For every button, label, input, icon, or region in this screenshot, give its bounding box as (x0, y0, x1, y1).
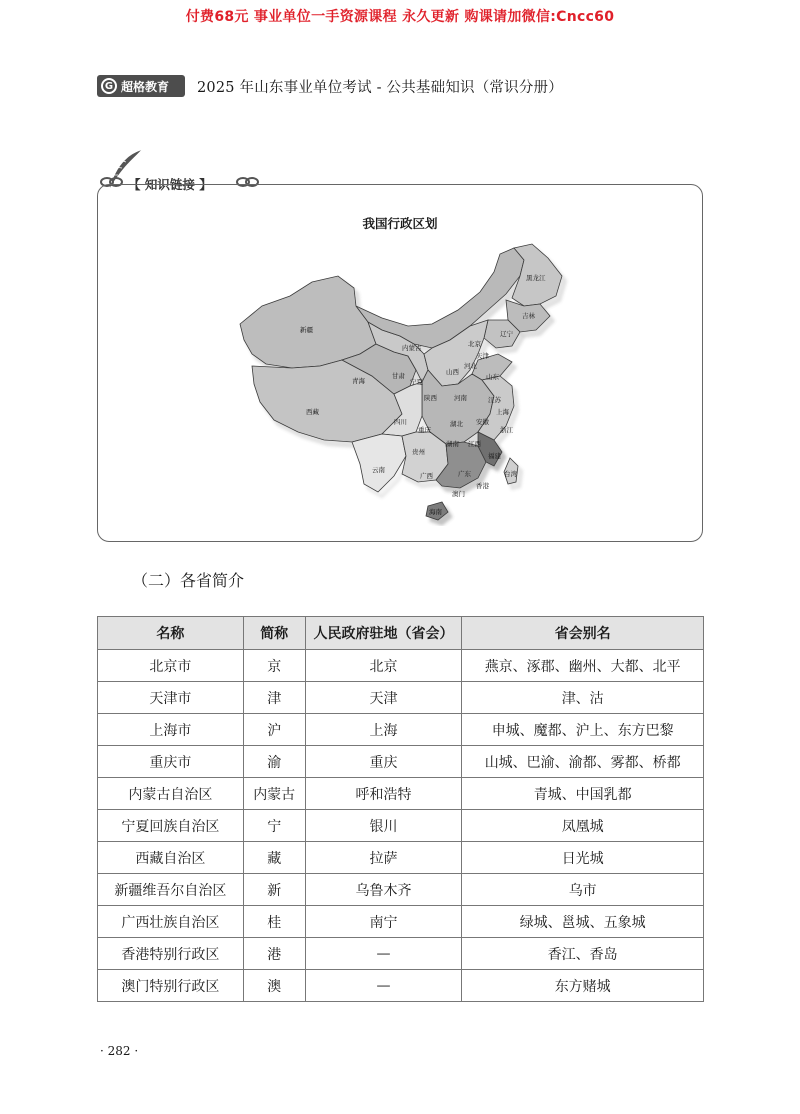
table-row (98, 810, 704, 842)
map-label: 安徽 (476, 418, 489, 426)
book-title: 2025 年山东事业单位考试 - 公共基础知识（常识分册） (197, 79, 563, 96)
table-cell: 新疆维吾尔自治区 (98, 874, 244, 906)
table-cell: 港 (243, 938, 305, 970)
map-label: 天津 (476, 352, 489, 360)
table-cell: 南宁 (305, 906, 462, 938)
table-cell: 内蒙古自治区 (98, 778, 244, 810)
table-cell: 上海市 (98, 714, 244, 746)
table-cell: 银川 (305, 810, 462, 842)
map-label: 浙江 (500, 426, 513, 434)
table-cell: 日光城 (462, 842, 704, 874)
table-cell: 渝 (243, 746, 305, 778)
table-cell: 乌鲁木齐 (305, 874, 462, 906)
table-cell: 燕京、涿郡、幽州、大都、北平 (462, 650, 704, 682)
table-cell: 山城、巴渝、渝都、雾都、桥都 (462, 746, 704, 778)
map-label: 贵州 (412, 448, 425, 456)
table-cell: 重庆 (305, 746, 462, 778)
map-label: 山东 (486, 373, 499, 381)
table-cell: 呼和浩特 (305, 778, 462, 810)
map-region-yunnan (352, 434, 406, 492)
map-label: 澳门 (452, 490, 465, 498)
table-cell: 藏 (243, 842, 305, 874)
map-label: 湖北 (450, 420, 463, 428)
table-row (98, 778, 704, 810)
table-cell: 宁夏回族自治区 (98, 810, 244, 842)
table-cell: 内蒙古 (243, 778, 305, 810)
table-cell: 广西壮族自治区 (98, 906, 244, 938)
section-title: （二）各省简介 (132, 571, 245, 590)
map-label: 北京 (468, 340, 481, 348)
map-label: 福建 (488, 452, 501, 460)
table-cell: 天津 (305, 682, 462, 714)
table-cell: 京 (243, 650, 305, 682)
table-cell: 申城、魔都、沪上、东方巴黎 (462, 714, 704, 746)
page-number: · 282 · (100, 1044, 139, 1058)
map-label: 云南 (372, 466, 385, 474)
table-row (98, 682, 704, 714)
table-cell: — (305, 970, 462, 1002)
map-label: 上海 (496, 408, 509, 416)
map-label: 湖南 (446, 440, 459, 448)
table-cell: 香江、香岛 (462, 938, 704, 970)
table-row (98, 746, 704, 778)
knowledge-link-label: 【 知识链接 】 (125, 175, 215, 193)
table-cell: 北京市 (98, 650, 244, 682)
map-label: 西藏 (306, 408, 319, 416)
table-row (98, 650, 704, 682)
table-cell: 澳 (243, 970, 305, 1002)
table-row (98, 970, 704, 1002)
table-cell: 西藏自治区 (98, 842, 244, 874)
map-label: 河南 (454, 394, 467, 402)
table-header-row (98, 617, 704, 650)
map-label: 江苏 (488, 396, 501, 404)
map-title: 我国行政区划 (362, 216, 438, 231)
column-header: 人民政府驻地（省会） (305, 617, 462, 650)
table-row (98, 714, 704, 746)
table-row (98, 906, 704, 938)
map-label: 香港 (476, 482, 489, 490)
table-row (98, 842, 704, 874)
map-label: 内蒙古 (402, 344, 422, 352)
map-label: 海南 (429, 508, 442, 516)
map-label: 山西 (446, 368, 459, 376)
map-label: 黑龙江 (526, 274, 546, 282)
map-label: 新疆 (300, 326, 313, 334)
table-cell: 新 (243, 874, 305, 906)
map-label: 江西 (468, 440, 481, 448)
table-cell: 乌市 (462, 874, 704, 906)
page-header (97, 74, 563, 98)
map-label: 甘肃 (392, 372, 405, 380)
table-cell: 津 (243, 682, 305, 714)
table-cell: 拉萨 (305, 842, 462, 874)
map-label: 陕西 (424, 394, 437, 402)
logo-text: 超格教育 (121, 79, 170, 94)
table-cell: 东方赌城 (462, 970, 704, 1002)
table-cell: 澳门特别行政区 (98, 970, 244, 1002)
table-cell: 绿城、邕城、五象城 (462, 906, 704, 938)
map-label: 吉林 (522, 312, 535, 320)
column-header: 名称 (98, 617, 244, 650)
table-cell: 宁 (243, 810, 305, 842)
map-label: 广东 (458, 470, 471, 478)
table-cell: 重庆市 (98, 746, 244, 778)
table-cell: 北京 (305, 650, 462, 682)
map-label: 河北 (464, 362, 477, 370)
table-row (98, 938, 704, 970)
table-cell: 桂 (243, 906, 305, 938)
map-label: 广西 (420, 472, 433, 480)
table-cell: — (305, 938, 462, 970)
promo-banner: 付费68元 事业单位一手资源课程 永久更新 购课请加微信:Cncc60 (185, 9, 615, 25)
table-cell: 津、沽 (462, 682, 704, 714)
table-cell: 上海 (305, 714, 462, 746)
map-label: 台湾 (504, 470, 517, 478)
column-header: 简称 (243, 617, 305, 650)
column-header: 省会别名 (462, 617, 704, 650)
table-cell: 天津市 (98, 682, 244, 714)
table-cell: 青城、中国乳都 (462, 778, 704, 810)
map-region-xinjiang (240, 276, 376, 368)
table-row (98, 874, 704, 906)
map-label: 辽宁 (500, 330, 513, 338)
logo-g-icon: G (101, 78, 117, 94)
map-label: 宁夏 (410, 378, 423, 386)
publisher-logo (97, 75, 185, 97)
china-admin-map (232, 236, 572, 526)
table-cell: 香港特别行政区 (98, 938, 244, 970)
table-cell: 凤凰城 (462, 810, 704, 842)
map-label: 重庆 (418, 426, 431, 434)
map-label: 青海 (352, 377, 365, 385)
table-cell: 沪 (243, 714, 305, 746)
province-table (97, 616, 704, 1002)
map-label: 四川 (394, 418, 407, 426)
